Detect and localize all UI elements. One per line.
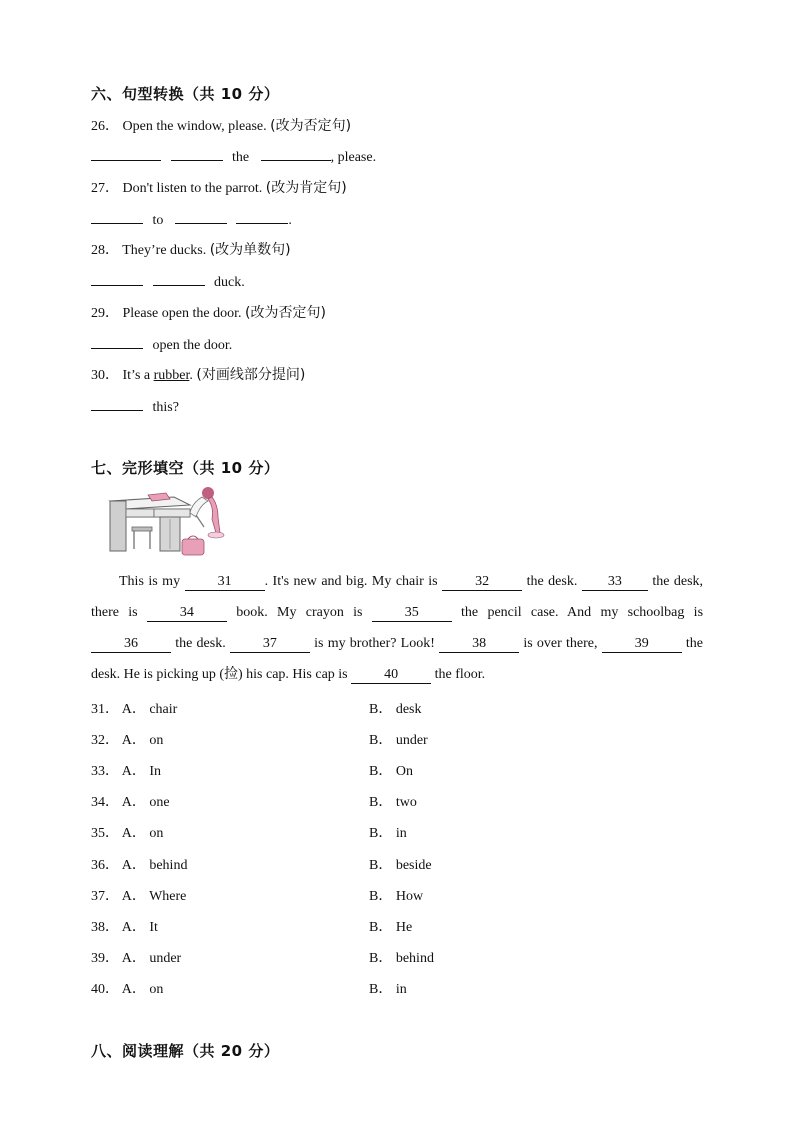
option-b-32[interactable]: B． under <box>369 733 428 748</box>
answer-blank[interactable] <box>236 209 288 224</box>
passage-blank[interactable]: 32 <box>442 574 522 591</box>
answer-word: to <box>152 213 164 228</box>
option-a-33[interactable]: 33． A． In <box>91 764 162 779</box>
passage-text: the desk. <box>526 574 578 589</box>
section-7-title: 七、完形填空（共 10 分） <box>91 459 280 477</box>
question-number: 29． <box>91 306 119 321</box>
option-a-31[interactable]: 31． A． chair <box>91 702 178 717</box>
passage-text: . It's new and big. My chair is <box>264 574 438 589</box>
answer-line-26 <box>91 146 376 166</box>
desk-boy-illustration-icon <box>104 483 232 557</box>
option-a-38[interactable]: 38． A． It <box>91 920 158 935</box>
answer-word: open the door. <box>152 338 233 353</box>
answer-blank[interactable] <box>91 209 143 224</box>
answer-word: this? <box>152 400 179 415</box>
answer-blank[interactable] <box>171 146 223 161</box>
passage-text: This is my <box>119 574 181 589</box>
question-number: 28． <box>91 243 119 258</box>
answer-word: . <box>288 213 292 228</box>
option-b-38[interactable]: B． He <box>369 920 413 935</box>
question-hint: (改为肯定句) <box>265 180 347 196</box>
question-text: Please open the door. <box>122 306 242 321</box>
option-b-34[interactable]: B． two <box>369 795 417 810</box>
answer-blank[interactable] <box>175 209 227 224</box>
passage-text: is over there, <box>523 636 598 651</box>
question-hint: (改为单数句) <box>209 242 291 258</box>
option-a-34[interactable]: 34． A． one <box>91 795 170 810</box>
answer-blank[interactable] <box>91 271 143 286</box>
passage-blank[interactable]: 39 <box>602 636 682 653</box>
question-hint: (对画线部分提问) <box>196 367 306 383</box>
question-number: 26． <box>91 119 119 134</box>
passage-text: the desk. He is picking up (捡) his cap. His cap is <box>91 636 704 682</box>
answer-word: , please. <box>330 150 377 165</box>
passage-text: the pencil case. And my schoolbag is <box>461 605 704 620</box>
option-b-36[interactable]: B． beside <box>369 858 432 873</box>
question-27 <box>91 177 347 197</box>
section-8-title: 八、阅读理解（共 20 分） <box>91 1042 280 1060</box>
passage-text: the desk, there is <box>91 574 704 620</box>
question-text: Don't listen to the parrot. <box>122 181 263 196</box>
option-b-39[interactable]: B． behind <box>369 951 434 966</box>
answer-line-28 <box>91 271 245 291</box>
answer-line-29 <box>91 334 232 354</box>
question-number: 27． <box>91 181 119 196</box>
option-a-37[interactable]: 37． A． Where <box>91 889 187 904</box>
question-text: Open the window, please. <box>122 119 267 134</box>
question-30 <box>91 364 305 384</box>
option-a-32[interactable]: 32． A． on <box>91 733 164 748</box>
passage-blank[interactable]: 33 <box>582 574 648 591</box>
question-hint: (改为否定句) <box>244 305 326 321</box>
question-hint: (改为否定句) <box>270 118 352 134</box>
option-b-35[interactable]: B． in <box>369 826 407 841</box>
section-6-title: 六、句型转换（共 10 分） <box>91 85 280 103</box>
answer-blank[interactable] <box>91 334 143 349</box>
passage-blank[interactable]: 35 <box>372 605 452 622</box>
passage-blank[interactable]: 31 <box>185 574 265 591</box>
passage-blank[interactable]: 37 <box>230 636 310 653</box>
question-26 <box>91 115 351 135</box>
answer-blank[interactable] <box>91 146 161 161</box>
option-b-40[interactable]: B． in <box>369 982 407 997</box>
answer-word: duck. <box>214 275 245 290</box>
passage-text: the floor. <box>434 667 486 682</box>
passage-blank[interactable]: 34 <box>147 605 227 622</box>
question-28 <box>91 239 291 259</box>
underlined-word: rubber <box>153 368 190 383</box>
answer-blank[interactable] <box>261 146 331 161</box>
option-b-33[interactable]: B． On <box>369 764 413 779</box>
passage-blank[interactable]: 38 <box>439 636 519 653</box>
question-29 <box>91 302 326 322</box>
option-b-31[interactable]: B． desk <box>369 702 422 717</box>
answer-line-30 <box>91 396 179 416</box>
answer-blank[interactable] <box>91 396 143 411</box>
question-text: . <box>189 368 193 383</box>
passage-text: is my brother? Look! <box>314 636 435 651</box>
passage-text: the desk. <box>175 636 226 651</box>
passage-blank[interactable]: 40 <box>351 667 431 684</box>
passage-blank[interactable]: 36 <box>91 636 171 653</box>
option-b-37[interactable]: B． How <box>369 889 424 904</box>
option-a-39[interactable]: 39． A． under <box>91 951 182 966</box>
option-a-35[interactable]: 35． A． on <box>91 826 164 841</box>
answer-blank[interactable] <box>153 271 205 286</box>
answer-word: the <box>232 150 250 165</box>
answer-line-27 <box>91 209 292 229</box>
option-a-36[interactable]: 36． A． behind <box>91 858 188 873</box>
question-number: 30． <box>91 368 119 383</box>
option-a-40[interactable]: 40． A． on <box>91 982 164 997</box>
passage-text: book. My crayon is <box>236 605 363 620</box>
question-text: They’re ducks. <box>122 243 207 258</box>
question-text: It’s a <box>122 368 154 383</box>
cloze-passage <box>91 566 703 690</box>
